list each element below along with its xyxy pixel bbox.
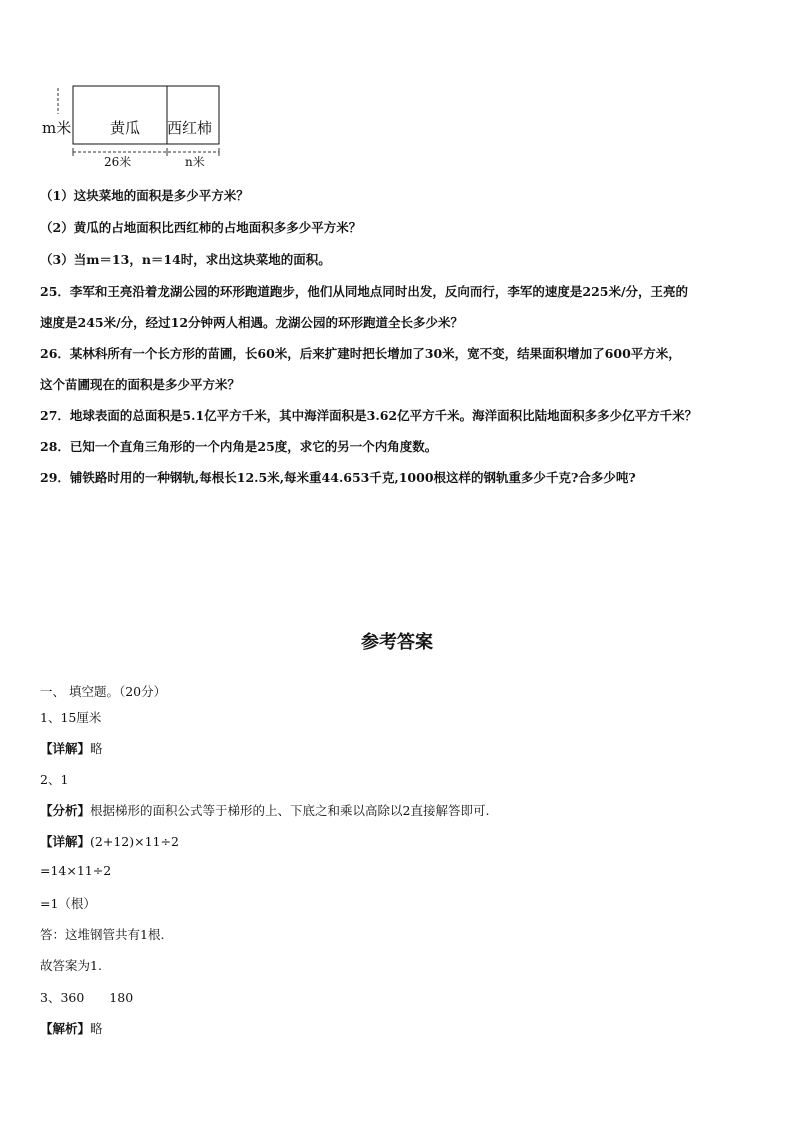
detail-text: (2+12)×11÷2	[90, 834, 179, 849]
answer-2-step-2: =1（根）	[40, 896, 96, 911]
answer-2-final: 故答案为1.	[40, 958, 102, 973]
answer-2-reply: 答：这堆钢管共有1根.	[40, 927, 165, 942]
question-27: 27．地球表面的总面积是5.1亿平方千米，其中海洋面积是3.62亿平方千米。海洋面积比陆地面积多多少亿平方千米？	[40, 408, 698, 423]
question-28: 28．已知一个直角三角形的一个内角是25度，求它的另一个内角度数。	[40, 439, 438, 454]
answers-section-heading: 一、 填空题。（20分）	[40, 684, 167, 699]
detail-tag: 【详解】	[40, 741, 91, 756]
answer-2: 2、1	[40, 772, 69, 787]
answer-2-detail	[40, 832, 179, 850]
question-24-part-3: （3）当m＝13，n＝14时，求出这块菜地的面积。	[40, 252, 331, 267]
width-label: m米	[42, 119, 72, 137]
detail-tag: 【详解】	[40, 834, 91, 849]
analysis-tag: 【分析】	[40, 803, 91, 818]
question-25-line-2: 速度是245米/分，经过12分钟两人相遇。龙湖公园的环形跑道全长多少米？	[40, 315, 464, 330]
length-n-label: n米	[185, 155, 205, 169]
length-26-label: 26米	[104, 155, 132, 169]
answer-1: 1、15厘米	[40, 710, 102, 725]
answer-3: 3、360 180	[40, 990, 134, 1005]
detail-text: 略	[90, 741, 103, 756]
tomato-label: 西红柿	[167, 119, 213, 137]
analysis-text: 根据梯形的面积公式等于梯形的上、下底之和乘以高除以2直接解答即可.	[90, 803, 490, 818]
question-24-part-2: （2）黄瓜的占地面积比西红柿的占地面积多多少平方米？	[40, 220, 362, 235]
answer-2-analysis	[40, 801, 489, 819]
question-25-line-1: 25．李军和王亮沿着龙湖公园的环形跑道跑步，他们从同地点同时出发，反向而行，李军的速度是225米/分，王亮的	[40, 284, 689, 299]
answers-title: 参考答案	[361, 632, 433, 653]
vegetable-plot-diagram	[40, 84, 230, 169]
answer-2-step-1: =14×11÷2	[40, 863, 112, 878]
cucumber-label: 黄瓜	[110, 119, 141, 137]
question-29: 29．铺铁路时用的一种钢轨,每根长12.5米,每米重44.653千克,1000根这样的钢轨重多少千克?合多少吨?	[40, 470, 636, 485]
answer-3-analysis	[40, 1019, 103, 1037]
question-26-line-1: 26．某林科所有一个长方形的苗圃，长60米，后来扩建时把长增加了30米，宽不变，结果面积增加了600平方米，	[40, 346, 681, 361]
analysis-text: 略	[90, 1021, 103, 1036]
question-26-line-2: 这个苗圃现在的面积是多少平方米？	[40, 377, 241, 392]
question-24-part-1: （1）这块菜地的面积是多少平方米？	[40, 188, 249, 203]
answer-1-detail	[40, 739, 103, 757]
analysis-tag: 【解析】	[40, 1021, 91, 1036]
